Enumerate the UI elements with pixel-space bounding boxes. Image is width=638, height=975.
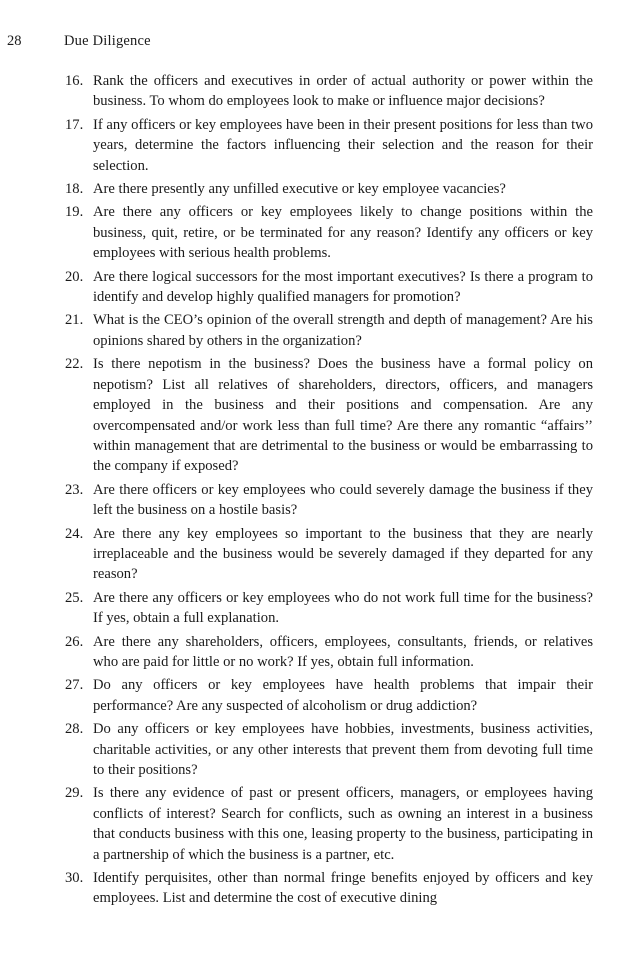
item-number: 28. xyxy=(65,721,84,738)
item-number: 18. xyxy=(65,181,84,198)
item-text: Rank the officers and executives in order of actual authority or power within the business. To whom do employees look to make or influence major decisions? xyxy=(93,73,593,110)
list-item xyxy=(56,179,593,199)
item-number: 23. xyxy=(65,481,84,498)
item-text: Do any officers or key employees have health problems that impair their performance? Are any suspected of alcoholism or drug addiction? xyxy=(93,677,593,714)
item-number: 17. xyxy=(65,116,84,133)
list-item xyxy=(56,202,593,263)
running-title: Due Diligence xyxy=(64,33,151,49)
list-item xyxy=(56,71,593,112)
item-text: Are there any officers or key employees who do not work full time for the business? If yes, obtain a full explanation. xyxy=(93,589,593,627)
item-number: 21. xyxy=(65,312,84,329)
page-number: 28 xyxy=(7,33,22,49)
list-item xyxy=(56,480,593,521)
item-number: 24. xyxy=(65,525,84,542)
item-text: Are there presently any unfilled executive or key employee vacancies? xyxy=(93,181,506,198)
item-text: If any officers or key employees have been in their present positions for less than two years, determine the factors influencing their selection and the reason for their selection. xyxy=(93,116,593,174)
item-text: Are there logical successors for the most important executives? Is there a program to identify and develop highly qualified managers for promotion? xyxy=(93,268,593,306)
item-number: 25. xyxy=(65,589,84,606)
list-item xyxy=(56,632,593,673)
list-item xyxy=(56,675,593,716)
item-number: 30. xyxy=(65,870,84,887)
item-number: 26. xyxy=(65,633,84,650)
item-text: Are there officers or key employees who could severely damage the business if they left the business on a hostile basis? xyxy=(93,481,593,519)
item-text: What is the CEO’s opinion of the overall strength and depth of management? Are his opinions shared by others in the organization? xyxy=(93,312,593,349)
item-text: Are there any key employees so important to the business that they are nearly irreplaceable and the business would be severely damaged if they departed for any reason? xyxy=(93,525,593,583)
item-number: 20. xyxy=(65,268,84,285)
item-text: Is there nepotism in the business? Does the business have a formal policy on nepotism? List all relatives of shareholders, directors, officers, and managers employed in the business and their positions and compensation. Are any overcompensated and/or work less than full time? Are there any romantic “affairs’’ within management that are detrimental to the business or would be embarrassing to the company if exposed? xyxy=(93,356,593,475)
question-list xyxy=(56,71,593,912)
item-number: 19. xyxy=(65,204,84,221)
item-text: Do any officers or key employees have hobbies, investments, business activities, charitable activities, or any other interests that prevent them from devoting full time to their positions? xyxy=(93,721,593,778)
page-header xyxy=(0,31,638,51)
item-number: 27. xyxy=(65,677,84,694)
item-text: Is there any evidence of past or present officers, managers, or employees having conflicts of interest? Search for conflicts, such as owning an interest in a business that conducts business with this one, leasing property to the business, participating in a partnership of which the business is a partner, etc. xyxy=(93,785,593,863)
item-text: Identify perquisites, other than normal fringe benefits enjoyed by officers and key employees. List and determine the cost of executive dining xyxy=(93,870,593,907)
list-item xyxy=(56,115,593,176)
list-item xyxy=(56,868,593,909)
list-item xyxy=(56,524,593,585)
list-item xyxy=(56,267,593,308)
item-number: 16. xyxy=(65,73,84,89)
list-item xyxy=(56,719,593,780)
item-number: 29. xyxy=(65,785,84,802)
item-number: 22. xyxy=(65,356,84,373)
list-item xyxy=(56,310,593,351)
item-text: Are there any officers or key employees likely to change positions within the business, quit, retire, or be terminated for any reason? Identify any officers or key employees with serious health problems. xyxy=(93,204,593,262)
item-text: Are there any shareholders, officers, employees, consultants, friends, or relatives who are paid for little or no work? If yes, obtain full information. xyxy=(93,633,593,670)
list-item xyxy=(56,783,593,865)
list-item xyxy=(56,588,593,629)
list-item xyxy=(56,354,593,476)
